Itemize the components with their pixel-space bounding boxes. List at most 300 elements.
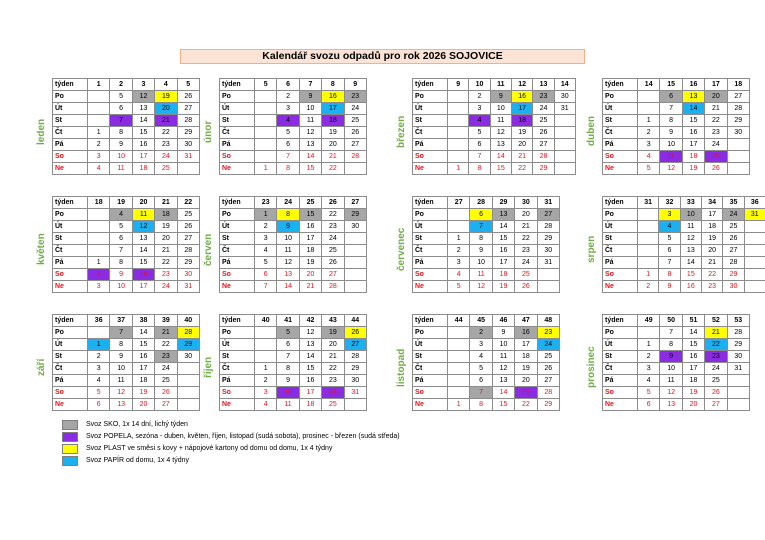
day-row (220, 257, 367, 269)
day-row (220, 281, 367, 293)
date-cell (744, 233, 765, 245)
date-cell: 15 (299, 209, 321, 221)
date-cell: 3 (448, 257, 470, 269)
day-name: Pá (53, 139, 88, 151)
day-row (53, 327, 200, 339)
month-label: září (36, 358, 47, 377)
date-cell: 4 (255, 399, 277, 411)
date-cell: 19 (682, 387, 704, 399)
day-name: Po (53, 91, 88, 103)
month-label: červen (203, 233, 214, 266)
date-cell: 8 (277, 209, 299, 221)
date-cell: 17 (682, 363, 704, 375)
date-cell (638, 233, 659, 245)
month-table (52, 78, 200, 175)
date-cell (344, 245, 366, 257)
date-cell: 4 (110, 209, 132, 221)
day-name: So (603, 151, 638, 163)
day-name: Po (603, 209, 638, 221)
day-row (603, 233, 765, 245)
date-cell: 5 (277, 327, 299, 339)
week-header-label: týden (603, 197, 638, 209)
date-cell: 20 (155, 103, 177, 115)
date-cell (727, 163, 749, 175)
date-cell: 7 (470, 387, 492, 399)
day-name: Ne (603, 399, 638, 411)
day-name: St (413, 115, 448, 127)
date-cell: 28 (322, 281, 344, 293)
week-header-label: týden (413, 315, 448, 327)
day-name: Pá (220, 375, 255, 387)
date-cell (744, 221, 765, 233)
date-cell: 7 (110, 245, 132, 257)
date-cell (88, 233, 110, 245)
day-name: St (53, 351, 88, 363)
date-cell: 29 (533, 163, 554, 175)
day-name: Čt (53, 127, 88, 139)
day-name: Po (220, 91, 255, 103)
week-header-label: týden (413, 79, 448, 91)
date-cell: 8 (660, 115, 682, 127)
date-cell: 18 (155, 209, 177, 221)
date-cell: 27 (537, 209, 559, 221)
date-cell: 9 (659, 281, 680, 293)
day-name: So (413, 387, 448, 399)
date-cell: 23 (322, 375, 344, 387)
date-cell: 8 (110, 339, 132, 351)
day-name: Ne (413, 281, 448, 293)
date-cell (727, 139, 749, 151)
week-number: 46 (492, 315, 514, 327)
date-cell: 27 (155, 399, 177, 411)
day-name: Po (603, 327, 638, 339)
day-name: Ne (603, 281, 638, 293)
date-cell: 27 (727, 91, 749, 103)
date-cell: 9 (660, 351, 682, 363)
date-cell: 27 (723, 245, 744, 257)
date-cell: 15 (299, 363, 321, 375)
date-cell (88, 221, 110, 233)
date-cell: 8 (470, 399, 492, 411)
day-name: Pá (413, 139, 448, 151)
date-cell: 7 (470, 221, 492, 233)
date-cell: 24 (533, 103, 554, 115)
date-cell: 24 (155, 151, 177, 163)
day-row (220, 269, 367, 281)
day-row (53, 127, 200, 139)
week-number: 14 (554, 79, 575, 91)
date-cell: 4 (88, 163, 110, 175)
date-cell (448, 139, 469, 151)
date-cell: 2 (638, 281, 659, 293)
date-cell: 23 (155, 351, 177, 363)
date-cell: 11 (110, 375, 132, 387)
day-row (220, 115, 367, 127)
day-name: Ne (53, 399, 88, 411)
week-number: 17 (705, 79, 727, 91)
day-row (53, 163, 200, 175)
date-cell: 23 (515, 245, 537, 257)
date-cell: 30 (177, 351, 199, 363)
day-name: Pá (53, 257, 88, 269)
day-row (220, 163, 367, 175)
date-cell: 15 (132, 339, 154, 351)
day-name: Út (603, 103, 638, 115)
date-cell (177, 363, 199, 375)
day-row (413, 399, 560, 411)
date-cell: 8 (277, 163, 299, 175)
month-table (52, 196, 200, 293)
date-cell: 4 (659, 221, 680, 233)
day-row (603, 209, 765, 221)
date-cell: 2 (255, 375, 277, 387)
date-cell: 18 (322, 115, 344, 127)
date-cell: 9 (660, 127, 682, 139)
day-row (603, 115, 750, 127)
day-name: Po (603, 91, 638, 103)
day-row (220, 221, 367, 233)
date-cell: 16 (322, 91, 344, 103)
day-name: So (53, 269, 88, 281)
legend-text-popela: Svoz POPELA, sezóna - duben, květen, říjen, listopad (sudá sobota), prosinec - březen (sudá středa) (86, 433, 400, 440)
week-number: 37 (110, 315, 132, 327)
date-cell: 26 (723, 233, 744, 245)
date-cell: 21 (705, 327, 727, 339)
week-number: 10 (469, 79, 490, 91)
date-cell: 21 (322, 351, 344, 363)
date-cell: 23 (705, 127, 727, 139)
date-cell: 6 (88, 399, 110, 411)
day-row (603, 375, 750, 387)
date-cell: 12 (660, 163, 682, 175)
day-row (413, 221, 560, 233)
date-cell (255, 151, 277, 163)
date-cell: 24 (723, 209, 744, 221)
day-row (413, 245, 560, 257)
week-header-label: týden (220, 197, 255, 209)
date-cell: 6 (660, 91, 682, 103)
date-cell (448, 387, 470, 399)
day-row (220, 387, 367, 399)
week-number: 32 (659, 197, 680, 209)
date-cell: 28 (727, 327, 749, 339)
date-cell: 9 (110, 269, 132, 281)
date-cell: 7 (660, 327, 682, 339)
day-name: Čt (53, 245, 88, 257)
week-number: 35 (723, 197, 744, 209)
date-cell: 15 (490, 163, 511, 175)
date-cell (448, 115, 469, 127)
date-cell: 10 (680, 209, 701, 221)
month-label: únor (203, 120, 214, 143)
date-cell (448, 327, 470, 339)
week-header-label: týden (220, 315, 255, 327)
date-cell (554, 163, 575, 175)
date-cell: 9 (492, 327, 514, 339)
date-cell: 10 (660, 363, 682, 375)
date-cell: 10 (490, 103, 511, 115)
day-row (413, 103, 576, 115)
week-number: 12 (511, 79, 532, 91)
day-name: Út (220, 103, 255, 115)
date-cell (255, 103, 277, 115)
date-cell: 6 (470, 209, 492, 221)
day-name: Čt (53, 363, 88, 375)
day-row (413, 115, 576, 127)
date-cell: 26 (322, 257, 344, 269)
date-cell: 21 (701, 257, 722, 269)
date-cell: 14 (492, 387, 514, 399)
date-cell: 28 (344, 351, 366, 363)
date-cell: 14 (680, 257, 701, 269)
date-cell (344, 399, 366, 411)
date-cell: 26 (177, 91, 199, 103)
day-row (53, 103, 200, 115)
day-name: Út (220, 221, 255, 233)
date-cell: 22 (155, 257, 177, 269)
date-cell: 22 (322, 209, 344, 221)
day-row (413, 209, 560, 221)
week-number: 31 (537, 197, 559, 209)
week-number: 27 (344, 197, 366, 209)
date-cell: 17 (515, 339, 537, 351)
date-cell (744, 269, 765, 281)
date-cell (255, 91, 277, 103)
day-row (220, 91, 367, 103)
date-cell: 25 (344, 115, 366, 127)
date-cell: 5 (469, 127, 490, 139)
day-row (413, 351, 560, 363)
week-number: 5 (177, 79, 199, 91)
date-cell: 30 (344, 221, 366, 233)
date-cell: 13 (682, 91, 704, 103)
day-name: Pá (220, 257, 255, 269)
date-cell (638, 245, 659, 257)
date-cell: 31 (177, 151, 199, 163)
date-cell: 14 (682, 103, 704, 115)
date-cell: 8 (110, 127, 132, 139)
date-cell: 3 (88, 151, 110, 163)
date-cell: 1 (448, 399, 470, 411)
week-header-label: týden (53, 197, 88, 209)
date-cell: 22 (511, 163, 532, 175)
week-number: 34 (701, 197, 722, 209)
date-cell: 20 (322, 339, 344, 351)
day-row (413, 163, 576, 175)
date-cell: 5 (448, 281, 470, 293)
date-cell (638, 257, 659, 269)
date-cell: 23 (155, 269, 177, 281)
date-cell: 29 (344, 363, 366, 375)
date-cell: 22 (155, 127, 177, 139)
date-cell: 30 (177, 269, 199, 281)
date-cell: 4 (255, 245, 277, 257)
day-row (53, 221, 200, 233)
day-row (53, 91, 200, 103)
date-cell: 27 (533, 139, 554, 151)
date-cell: 4 (638, 375, 660, 387)
date-cell: 3 (638, 139, 660, 151)
week-number: 4 (155, 79, 177, 91)
date-cell: 27 (537, 375, 559, 387)
date-cell (177, 399, 199, 411)
date-cell: 3 (88, 363, 110, 375)
day-name: Po (413, 327, 448, 339)
date-cell: 12 (110, 387, 132, 399)
date-cell: 22 (322, 363, 344, 375)
date-cell: 4 (277, 115, 299, 127)
day-row (220, 233, 367, 245)
date-cell: 2 (470, 327, 492, 339)
date-cell: 7 (255, 281, 277, 293)
date-cell: 10 (110, 281, 132, 293)
date-cell: 7 (277, 151, 299, 163)
date-cell: 16 (492, 245, 514, 257)
date-cell: 2 (88, 269, 110, 281)
date-cell: 17 (299, 233, 321, 245)
day-name: Po (220, 209, 255, 221)
date-cell: 18 (701, 221, 722, 233)
date-cell: 15 (682, 115, 704, 127)
date-cell: 1 (88, 257, 110, 269)
date-cell: 10 (277, 233, 299, 245)
date-cell: 23 (533, 91, 554, 103)
week-header-label: týden (53, 315, 88, 327)
date-cell: 18 (682, 151, 704, 163)
day-row (220, 363, 367, 375)
week-number: 47 (515, 315, 537, 327)
date-cell: 25 (515, 269, 537, 281)
day-name: Čt (603, 127, 638, 139)
date-cell (638, 327, 660, 339)
date-cell: 25 (705, 151, 727, 163)
day-name: Po (53, 327, 88, 339)
date-cell: 9 (277, 221, 299, 233)
day-name: Čt (603, 363, 638, 375)
date-cell: 1 (255, 363, 277, 375)
date-cell (255, 351, 277, 363)
date-cell: 18 (511, 115, 532, 127)
date-cell (638, 221, 659, 233)
date-cell: 26 (705, 387, 727, 399)
date-cell: 10 (299, 103, 321, 115)
day-name: Čt (413, 127, 448, 139)
date-cell: 17 (132, 151, 154, 163)
date-cell: 11 (299, 115, 321, 127)
date-cell: 21 (322, 151, 344, 163)
date-cell: 31 (727, 363, 749, 375)
date-cell: 24 (705, 363, 727, 375)
day-row (603, 245, 765, 257)
date-cell: 1 (638, 339, 660, 351)
day-row (603, 163, 750, 175)
date-cell: 16 (132, 269, 154, 281)
legend-text-plast: Svoz PLAST ve směsi s kovy + nápojové kartony od domu od domu, 1x 4 týdny (86, 445, 333, 452)
week-number: 13 (533, 79, 554, 91)
date-cell: 20 (515, 375, 537, 387)
date-cell: 3 (255, 233, 277, 245)
day-name: So (603, 269, 638, 281)
date-cell: 24 (515, 257, 537, 269)
date-cell (554, 151, 575, 163)
date-cell: 25 (322, 245, 344, 257)
date-cell: 13 (110, 399, 132, 411)
day-name: Út (53, 221, 88, 233)
date-cell: 19 (155, 221, 177, 233)
date-cell: 22 (515, 399, 537, 411)
week-number: 43 (322, 315, 344, 327)
page-title: Kalendář svozu odpadů pro rok 2026 SOJOVICE (180, 49, 585, 64)
date-cell (638, 103, 660, 115)
day-row (603, 281, 765, 293)
date-cell: 31 (554, 103, 575, 115)
date-cell: 7 (660, 103, 682, 115)
week-number: 49 (638, 315, 660, 327)
day-row (220, 351, 367, 363)
week-header-label: týden (413, 197, 448, 209)
date-cell: 15 (492, 399, 514, 411)
date-cell: 1 (448, 163, 469, 175)
day-row (413, 151, 576, 163)
month-label: leden (36, 118, 47, 145)
day-row (603, 387, 750, 399)
date-cell: 1 (255, 163, 277, 175)
month-table (412, 78, 576, 175)
date-cell: 24 (155, 281, 177, 293)
day-row (220, 151, 367, 163)
week-header-label: týden (603, 315, 638, 327)
date-cell: 2 (88, 139, 110, 151)
date-cell: 14 (490, 151, 511, 163)
day-row (53, 233, 200, 245)
date-cell: 2 (638, 127, 660, 139)
date-cell (255, 139, 277, 151)
week-number: 27 (448, 197, 470, 209)
date-cell (255, 327, 277, 339)
date-cell: 25 (533, 115, 554, 127)
date-cell (177, 387, 199, 399)
date-cell: 22 (515, 233, 537, 245)
day-name: Pá (603, 257, 638, 269)
day-row (53, 209, 200, 221)
month-table (52, 314, 200, 411)
date-cell: 19 (155, 91, 177, 103)
date-cell: 23 (322, 221, 344, 233)
date-cell: 12 (277, 257, 299, 269)
week-number: 36 (88, 315, 110, 327)
date-cell: 14 (299, 351, 321, 363)
date-cell: 29 (723, 269, 744, 281)
month-table (602, 314, 750, 411)
day-row (220, 245, 367, 257)
date-cell: 8 (277, 363, 299, 375)
date-cell: 5 (659, 233, 680, 245)
date-cell: 7 (469, 151, 490, 163)
month-table (602, 196, 765, 293)
date-cell (448, 103, 469, 115)
week-number: 9 (344, 79, 366, 91)
day-row (53, 375, 200, 387)
day-row (53, 351, 200, 363)
date-cell: 28 (537, 387, 559, 399)
date-cell: 23 (701, 281, 722, 293)
legend-text-sko: Svoz SKO, 1x 14 dní, lichý týden (86, 421, 188, 428)
date-cell: 11 (660, 375, 682, 387)
date-cell: 20 (299, 269, 321, 281)
date-cell: 8 (659, 269, 680, 281)
date-cell: 5 (638, 163, 660, 175)
date-cell (177, 163, 199, 175)
